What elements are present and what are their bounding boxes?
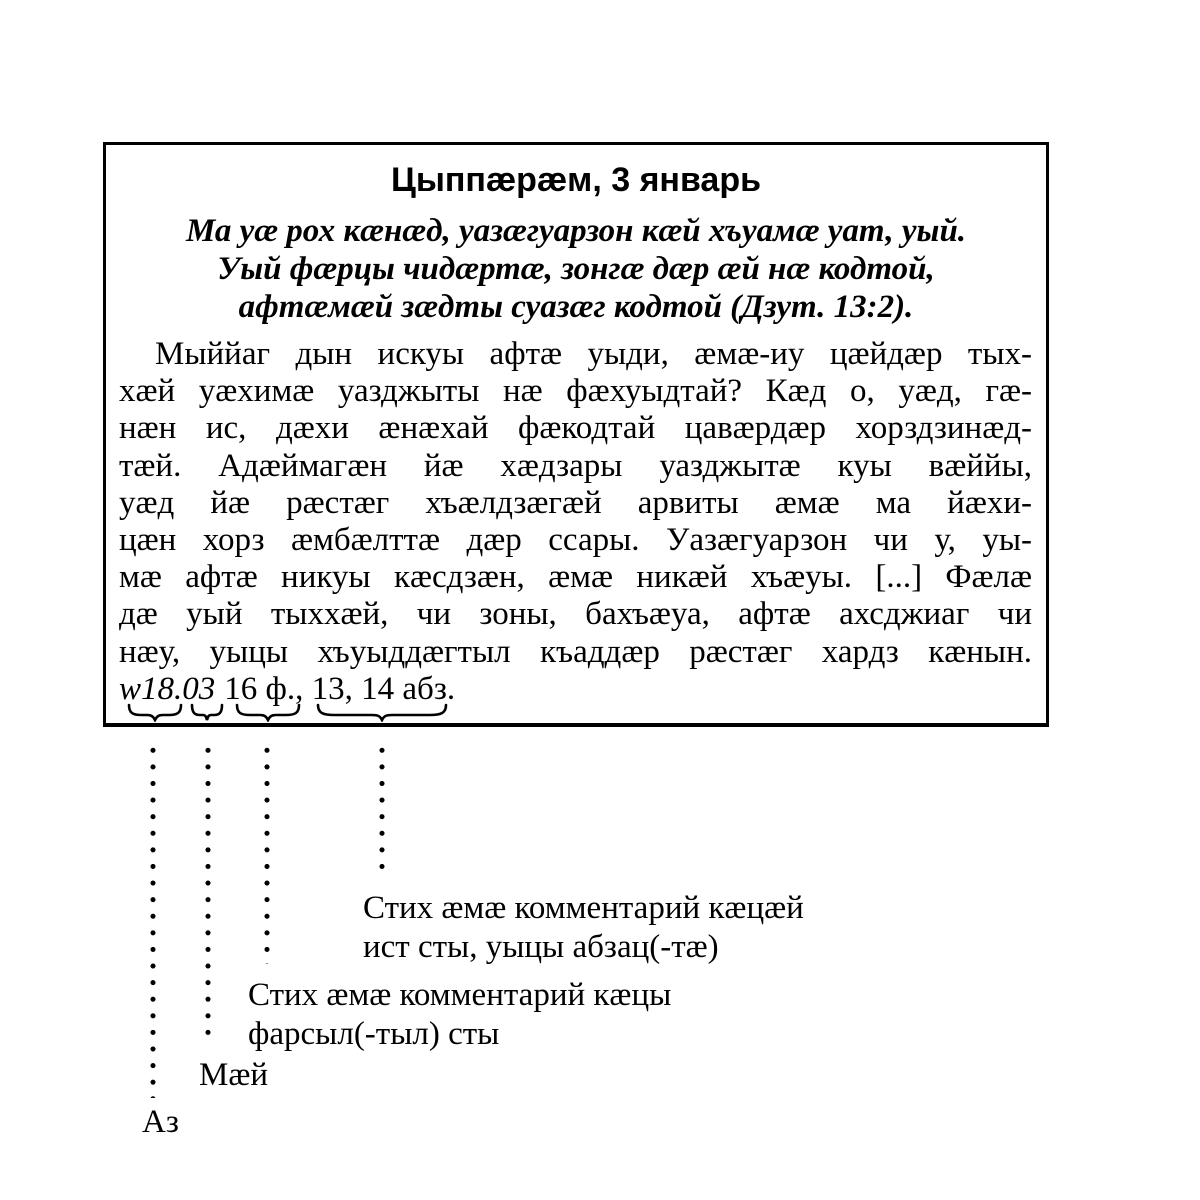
commentary-line: уæд йæ рæстæг хъæлдзæгæй арвиты æмæ ма йæхи-	[119, 484, 1032, 521]
pages-label-line: Стих æмæ комментарий кæцы	[248, 977, 672, 1013]
scripture-line: афтæмæй зæдты суазæг кодтой (Дзут. 13:2).	[238, 289, 914, 325]
month-leader-line	[205, 742, 211, 1042]
year-label: Аз	[142, 1104, 179, 1140]
daily-text-title: Цыппæрæм, 3 январь	[391, 161, 761, 199]
scripture-line: Ма уæ рох кæнæд, уазæгуарзон кæй хъуамæ уат, уый.	[185, 213, 967, 249]
month-label: Мæй	[199, 1057, 269, 1093]
paragraphs-label-line: Стих æмæ комментарий кæцæй	[363, 890, 804, 926]
pages-leader-line	[264, 742, 270, 964]
underbrace-year-icon	[127, 702, 183, 722]
underbrace-paragraphs-icon	[316, 702, 448, 722]
paragraphs-leader-line	[379, 742, 385, 880]
scripture-line: Уый фæрцы чидæртæ, зонгæ дæр æй нæ кодтой,	[217, 251, 935, 287]
pages-label-line: фарсыл(-тыл) сты	[248, 1016, 500, 1052]
daily-text-box	[103, 142, 1049, 727]
commentary-line: цæн хорз æмбæлттæ дæр ссары. Уазæгуарзон чи у, уы-	[119, 522, 1032, 559]
paragraphs-label	[363, 889, 804, 967]
commentary-line: нæу, уыцы хъуыддæгтыл къаддæр рæстæг хардз кæнын.	[119, 633, 1032, 670]
reference-publication: w18.03	[119, 670, 216, 707]
underbrace-month-icon	[190, 702, 224, 722]
commentary-line: дæ уый тыххæй, чи зоны, бахъæуа, афтæ ахсджиаг чи	[119, 596, 1032, 633]
paragraphs-label-line: ист сты, уыцы абзац(-тæ)	[363, 929, 719, 965]
pages-label	[248, 976, 671, 1054]
underbrace-pages-icon	[235, 702, 301, 722]
scripture-text	[120, 212, 1032, 326]
commentary-line: Мыййаг дын искуы афтæ уыди, æмæ-иу цæйдæр тых-	[155, 336, 1032, 372]
reference-page-paragraph: 16 ф., 13, 14 абз.	[224, 670, 456, 707]
commentary-line: мæ афтæ никуы кæсдзæн, æмæ никæй хъæуы. [...] Фæлæ	[119, 559, 1032, 596]
commentary-line: тæй. Адæймагæн йæ хæдзары уазджытæ куы вæййы,	[119, 447, 1032, 484]
commentary-line: хæй уæхимæ уазджыты нæ фæхуыдтай? Кæд о, уæд, гæ-	[119, 373, 1032, 410]
commentary-paragraph	[119, 336, 1032, 708]
year-leader-line	[150, 742, 156, 1098]
commentary-line: нæн ис, дæхи æнæхай фæкодтай цавæрдæр хорздзинæд-	[119, 410, 1032, 447]
